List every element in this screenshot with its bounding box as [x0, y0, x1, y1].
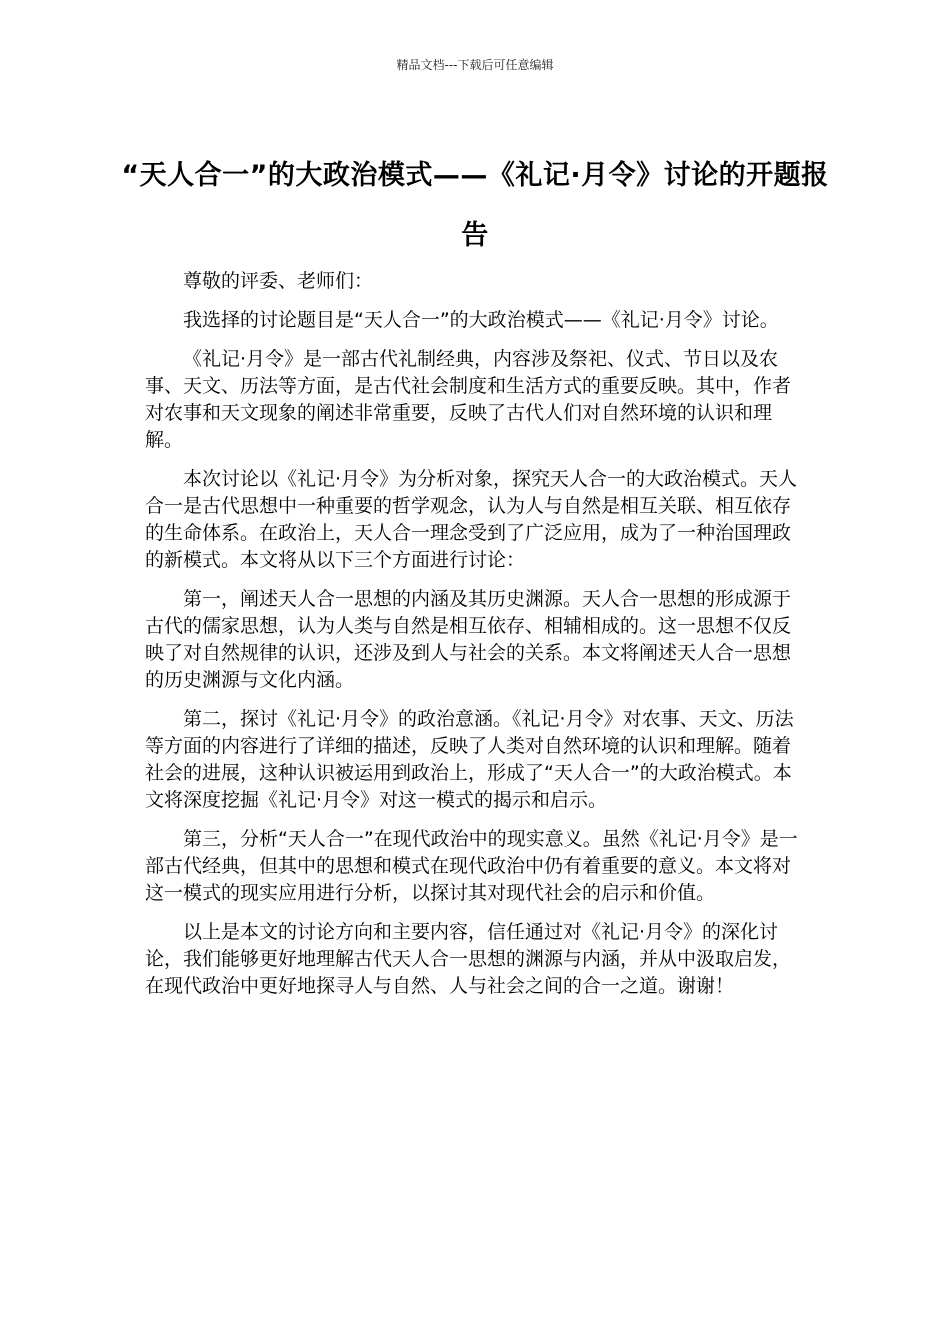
paragraph-topic: 我选择的讨论题目是“天人合一”的大政治模式——《礼记·月令》讨论。 [183, 309, 779, 331]
document-title: “天人合一”的大政治模式——《礼记·月令》讨论的开题报告 [121, 160, 829, 252]
paragraph-salutation: 尊敬的评委、老师们： [183, 270, 374, 292]
paragraph-overview: 本次讨论以《礼记·月令》为分析对象，探究天人合一的大政治模式。天人合一是古代思想中一种重要的哲学观念，认为人与自然是相互关联、相互依存的生命体系。在政治上，天人合一理念受到了广泛应用，成为了一种治国理政的新模式。本文将从以下三个方面进行讨论： [145, 468, 798, 571]
document-body [145, 268, 805, 1012]
paragraph-point-three: 第三，分析“天人合一”在现代政治中的现实意义。虽然《礼记·月令》是一部古代经典，但其中的思想和模式在现代政治中仍有着重要的意义。本文将对这一模式的现实应用进行分析，以探讨其对现代社会的启示和价值。 [145, 828, 798, 904]
paragraph-conclusion: 以上是本文的讨论方向和主要内容，信任通过对《礼记·月令》的深化讨论，我们能够更好地理解古代天人合一思想的渊源与内涵，并从中汲取启发，在现代政治中更好地探寻人与自然、人与社会之间的合一之道。谢谢！ [145, 921, 792, 997]
paragraph-point-one: 第一，阐述天人合一思想的内涵及其历史渊源。天人合一思想的形成源于古代的儒家思想，认为人类与自然是相互依存、相辅相成的。这一思想不仅反映了对自然规律的认识，还涉及到人与社会的关系。本文将阐述天人合一思想的历史渊源与文化内涵。 [145, 588, 792, 691]
page-header-note: 精品文档---下载后可任意编辑 [396, 58, 554, 72]
paragraph-background: 《礼记·月令》是一部古代礼制经典，内容涉及祭祀、仪式、节日以及农事、天文、历法等方面，是古代社会制度和生活方式的重要反映。其中，作者对农事和天文现象的阐述非常重要，反映了古代人们对自然环境的认识和理解。 [145, 348, 792, 451]
paragraph-point-two: 第二，探讨《礼记·月令》的政治意涵。《礼记·月令》对农事、天文、历法等方面的内容进行了详细的描述，反映了人类对自然环境的认识和理解。随着社会的进展，这种认识被运用到政治上，形成了“天人合一”的大政治模式。本文将深度挖掘《礼记·月令》对这一模式的揭示和启示。 [145, 708, 794, 811]
